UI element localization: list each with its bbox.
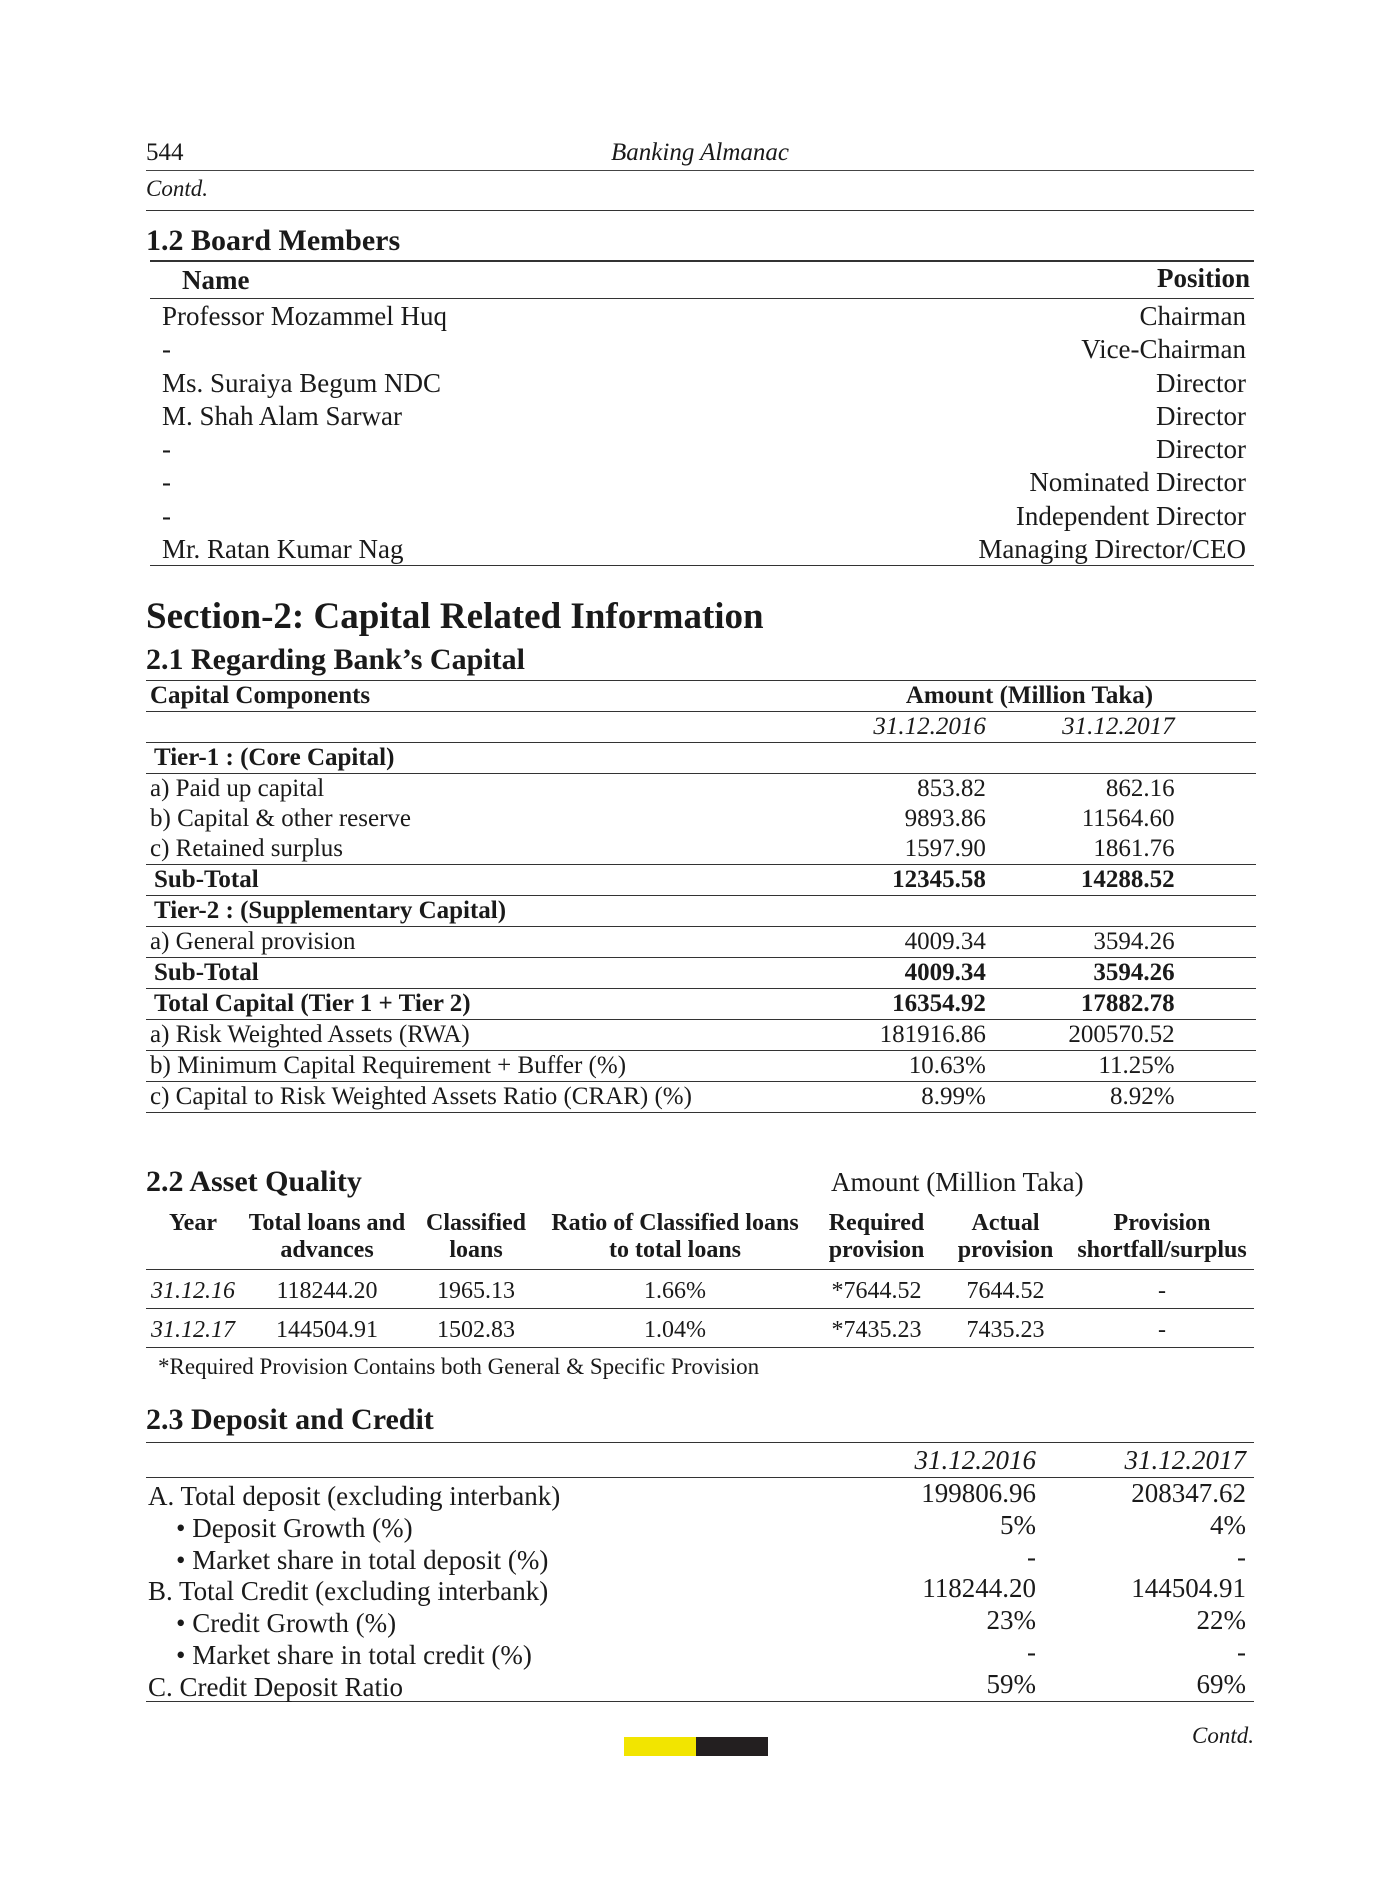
asset-quality-amount-label: Amount (Million Taka) <box>831 1167 1084 1197</box>
footnote: *Required Provision Contains both General & Specific Provision <box>158 1354 760 1379</box>
section-title: Section-2: Capital Related Information <box>146 596 764 637</box>
value-2017: - <box>1237 1636 1246 1667</box>
member-name: - <box>162 467 171 498</box>
cell-total-loans: 144504.91 <box>240 1309 414 1348</box>
date-2016: 31.12.2016 <box>914 1445 1036 1475</box>
board-members-header <box>150 260 1254 299</box>
value-2017: - <box>1237 1541 1246 1572</box>
value-2016: - <box>1027 1541 1036 1572</box>
cell-required: *7644.52 <box>812 1270 941 1309</box>
cell-actual: 7644.52 <box>941 1270 1070 1309</box>
value-2017: 208347.62 <box>1131 1478 1246 1508</box>
col-actual-provision: Actual provision <box>941 1210 1070 1270</box>
table-row <box>146 1637 1254 1669</box>
cell-ratio: 1.66% <box>538 1270 812 1309</box>
cell-actual: 7435.23 <box>941 1309 1070 1348</box>
value-2016: 4009.34 <box>842 927 991 958</box>
decorative-bar-yellow <box>624 1737 696 1756</box>
value-2016: 199806.96 <box>921 1478 1036 1508</box>
table-row <box>146 804 1256 834</box>
row-label: c) Retained surplus <box>150 835 344 862</box>
table-row <box>146 1478 1254 1510</box>
board-member-row <box>150 499 1254 532</box>
contd-label-top: Contd. <box>146 176 208 201</box>
col-capital-components: Capital Components <box>146 681 842 712</box>
page-number: 544 <box>146 139 184 166</box>
table-row <box>146 1020 1256 1051</box>
board-members-heading: 1.2 Board Members <box>146 224 401 257</box>
value-2016: 181916.86 <box>842 1020 991 1051</box>
board-member-row <box>150 465 1254 498</box>
value-2016: 4009.34 <box>842 958 991 989</box>
value-2017: 3594.26 <box>992 958 1181 989</box>
value-2016: 12345.58 <box>842 865 991 896</box>
col-classified-loans: Classified loans <box>414 1210 538 1270</box>
table-row <box>146 1082 1256 1113</box>
value-2016: 16354.92 <box>842 989 991 1020</box>
value-2017: 144504.91 <box>1131 1573 1246 1604</box>
member-name: Ms. Suraiya Begum NDC <box>162 367 441 398</box>
row-label: • Credit Growth (%) <box>176 1608 397 1639</box>
value-2017: 11564.60 <box>1081 805 1175 832</box>
col-year: Year <box>146 1210 240 1270</box>
value-2017: 14288.52 <box>992 865 1181 896</box>
row-label: Sub-Total <box>146 958 842 989</box>
table-row <box>146 1309 1254 1348</box>
value-2017: 22% <box>1196 1605 1246 1636</box>
cell-total-loans: 118244.20 <box>240 1270 414 1309</box>
col-required-provision: Required provision <box>812 1210 941 1270</box>
row-label: a) General provision <box>146 927 842 958</box>
row-label: B. Total Credit (excluding interbank) <box>148 1576 549 1607</box>
row-label: b) Minimum Capital Requirement + Buffer (%) <box>146 1051 842 1082</box>
row-label: • Deposit Growth (%) <box>176 1512 413 1543</box>
table-row <box>146 774 1256 805</box>
row-label: Total Capital (Tier 1 + Tier 2) <box>146 989 842 1020</box>
member-position: Nominated Director <box>1029 467 1246 498</box>
row-label: • Market share in total credit (%) <box>176 1639 532 1670</box>
cell-classified: 1965.13 <box>414 1270 538 1309</box>
value-2016: 23% <box>986 1605 1036 1636</box>
cell-year: 31.12.16 <box>146 1270 240 1309</box>
row-label: • Market share in total deposit (%) <box>176 1544 549 1575</box>
member-name: - <box>162 434 171 465</box>
table-row <box>146 1510 1254 1542</box>
tier2-label: Tier-2 : (Supplementary Capital) <box>146 896 842 927</box>
row-label: Sub-Total <box>146 865 842 896</box>
value-2016: 10.63% <box>842 1051 991 1082</box>
table-row <box>146 1051 1256 1082</box>
value-2016: 118244.20 <box>922 1573 1036 1604</box>
table-row <box>146 927 1256 958</box>
member-position: Director <box>1156 400 1246 431</box>
cell-ratio: 1.04% <box>538 1309 812 1348</box>
member-name: - <box>162 334 171 365</box>
subtotal-row <box>146 865 1256 896</box>
member-position: Managing Director/CEO <box>978 534 1246 565</box>
value-2017: 17882.78 <box>992 989 1181 1020</box>
value-2016: 1597.90 <box>904 835 986 862</box>
table-header-row <box>146 681 1256 712</box>
member-position: Chairman <box>1139 301 1246 331</box>
value-2017: 4% <box>1210 1509 1246 1540</box>
value-2016: 9893.86 <box>904 805 986 832</box>
running-title: Banking Almanac <box>611 139 789 166</box>
member-position: Vice-Chairman <box>1081 334 1246 365</box>
row-label: C. Credit Deposit Ratio <box>148 1671 403 1702</box>
cell-shortfall: - <box>1070 1270 1254 1309</box>
member-position: Director <box>1156 434 1246 465</box>
table-row <box>146 834 1256 865</box>
value-2016: 853.82 <box>842 774 991 805</box>
date-row <box>146 1442 1254 1478</box>
member-name: Mr. Ratan Kumar Nag <box>162 534 404 565</box>
table-row <box>146 1669 1254 1701</box>
value-2016: - <box>1027 1636 1036 1667</box>
col-amount: Amount (Million Taka) <box>842 681 1180 712</box>
board-members-table <box>150 260 1254 566</box>
member-name: M. Shah Alam Sarwar <box>162 400 402 431</box>
cell-classified: 1502.83 <box>414 1309 538 1348</box>
col-ratio: Ratio of Classified loans to total loans <box>538 1210 812 1270</box>
asset-quality-table <box>146 1210 1254 1348</box>
capital-heading: 2.1 Regarding Bank’s Capital <box>146 643 525 676</box>
value-2017: 3594.26 <box>992 927 1181 958</box>
date-row <box>146 712 1256 743</box>
deposit-credit-table <box>146 1442 1254 1702</box>
value-2016: 59% <box>986 1668 1036 1699</box>
date-2016: 31.12.2016 <box>842 712 991 743</box>
table-header-row <box>146 1210 1254 1270</box>
member-position: Independent Director <box>1015 500 1246 531</box>
table-row <box>146 1270 1254 1309</box>
member-name: Professor Mozammel Huq <box>162 301 447 331</box>
board-member-row <box>150 299 1254 332</box>
date-2017: 31.12.2017 <box>992 712 1181 743</box>
capital-table <box>146 680 1256 1113</box>
value-2017: 8.92% <box>992 1082 1181 1113</box>
table-row <box>146 1573 1254 1605</box>
col-name: Name <box>182 265 250 295</box>
date-2017: 31.12.2017 <box>1124 1445 1246 1475</box>
board-member-row <box>150 432 1254 465</box>
decorative-bar-black <box>696 1737 768 1756</box>
row-label: a) Paid up capital <box>146 774 842 805</box>
contd-label-bottom: Contd. <box>1192 1723 1254 1748</box>
total-capital-row <box>146 989 1256 1020</box>
cell-required: *7435.23 <box>812 1309 941 1348</box>
col-provision-shortfall: Provision shortfall/surplus <box>1070 1210 1254 1270</box>
divider <box>150 565 1254 566</box>
row-label: A. Total deposit (excluding interbank) <box>148 1481 561 1511</box>
value-2017: 11.25% <box>992 1051 1181 1082</box>
member-position: Director <box>1156 367 1246 398</box>
value-2017: 200570.52 <box>992 1020 1181 1051</box>
board-member-row <box>150 399 1254 432</box>
tier2-row <box>146 896 1256 927</box>
row-label: a) Risk Weighted Assets (RWA) <box>146 1020 842 1051</box>
value-2017: 1861.76 <box>1093 835 1175 862</box>
subtotal-row <box>146 958 1256 989</box>
divider <box>146 210 1254 211</box>
tier1-label: Tier-1 : (Core Capital) <box>146 743 842 774</box>
member-name: - <box>162 500 171 531</box>
deposit-credit-heading: 2.3 Deposit and Credit <box>146 1403 434 1436</box>
col-position: Position <box>1156 263 1250 293</box>
value-2016: 8.99% <box>842 1082 991 1113</box>
row-label: c) Capital to Risk Weighted Assets Ratio (CRAR) (%) <box>146 1082 842 1113</box>
value-2017: 69% <box>1196 1668 1246 1699</box>
running-header <box>146 136 1254 171</box>
asset-quality-heading: 2.2 Asset Quality <box>146 1165 362 1198</box>
tier1-row <box>146 743 1256 774</box>
cell-year: 31.12.17 <box>146 1309 240 1348</box>
board-member-row <box>150 532 1254 565</box>
value-2016: 5% <box>1000 1509 1036 1540</box>
table-row <box>146 1605 1254 1637</box>
cell-shortfall: - <box>1070 1309 1254 1348</box>
board-member-row <box>150 332 1254 365</box>
table-row <box>146 1542 1254 1574</box>
value-2017: 862.16 <box>992 774 1181 805</box>
board-member-row <box>150 366 1254 399</box>
row-label: b) Capital & other reserve <box>150 805 412 832</box>
col-total-loans: Total loans and advances <box>240 1210 414 1270</box>
